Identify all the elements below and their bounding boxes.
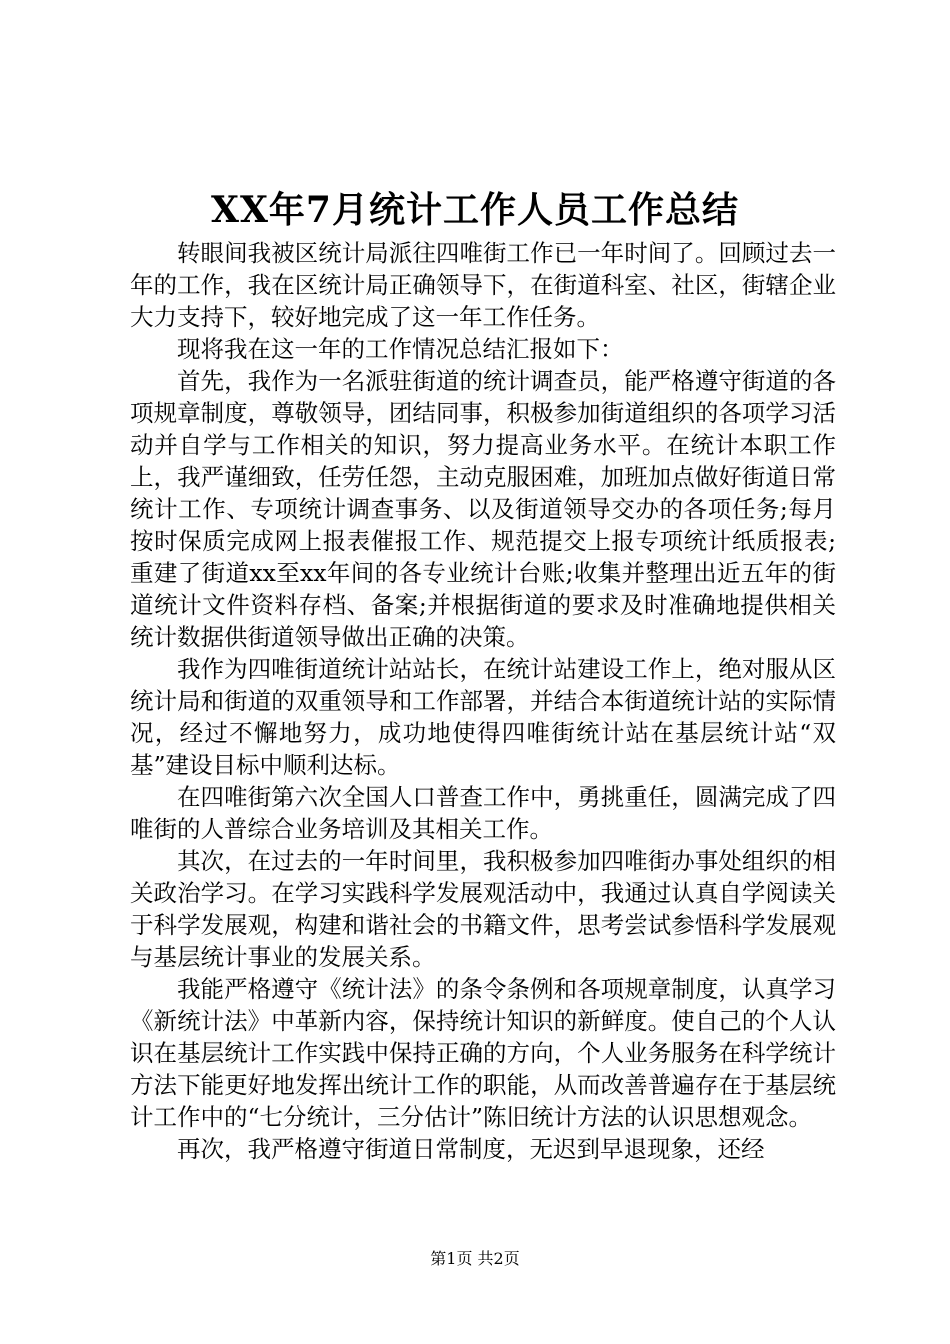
paragraph-statistics-law: 我能严格遵守《统计法》的条令条例和各项规章制度，认真学习《新统计法》中革新内容，保持统计知识的新鲜度。使自己的个人认识在基层统计工作实践中保持正确的方向，个人业务服务在科学统计方法下能更好地发挥出统计工作的职能，从而改善普遍存在于基层统计工作中的“七分统计，三分估计”陈旧统计方法的认识思想观念。	[130, 975, 836, 1131]
document-body	[130, 237, 836, 1165]
paragraph-summary-lead: 现将我在这一年的工作情况总结汇报如下：	[177, 335, 624, 363]
paragraph-third: 再次，我严格遵守街道日常制度，无迟到早退现象，还经	[177, 1135, 765, 1163]
paragraph-census: 在四唯街第六次全国人口普查工作中，勇挑重任，圆满完成了四唯街的人普综合业务培训及其相关工作。	[130, 783, 836, 843]
paragraph-second: 其次，在过去的一年时间里，我积极参加四唯街办事处组织的相关政治学习。在学习实践科学发展观活动中，我通过认真自学阅读关于科学发展观，构建和谐社会的书籍文件，思考尝试参悟科学发展观与基层统计事业的发展关系。	[130, 847, 836, 971]
paragraph-station-chief: 我作为四唯街道统计站站长，在统计站建设工作上，绝对服从区统计局和街道的双重领导和工作部署，并结合本街道统计站的实际情况，经过不懈地努力，成功地使得四唯街统计站在基层统计站“双基”建设目标中顺利达标。	[130, 655, 836, 779]
page-footer: 第1页 共2页	[430, 1249, 520, 1268]
paragraph-first: 首先，我作为一名派驻街道的统计调查员，能严格遵守街道的各项规章制度，尊敬领导，团结同事，积极参加街道组织的各项学习活动并自学与工作相关的知识，努力提高业务水平。在统计本职工作上，我严谨细致，任劳任怨，主动克服困难，加班加点做好街道日常统计工作、专项统计调查事务、以及街道领导交办的各项任务;每月按时保质完成网上报表催报工作、规范提交上报专项统计纸质报表;重建了街道xx至xx年间的各专业统计台账;收集并整理出近五年的街道统计文件资料存档、备案;并根据街道的要求及时准确地提供相关统计数据供街道领导做出正确的决策。	[130, 367, 836, 651]
paragraph-intro: 转眼间我被区统计局派往四唯街工作已一年时间了。回顾过去一年的工作，我在区统计局正确领导下，在街道科室、社区，街辖企业大力支持下，较好地完成了这一年工作任务。	[130, 239, 836, 331]
document-title: XX年7月统计工作人员工作总结	[211, 189, 739, 231]
